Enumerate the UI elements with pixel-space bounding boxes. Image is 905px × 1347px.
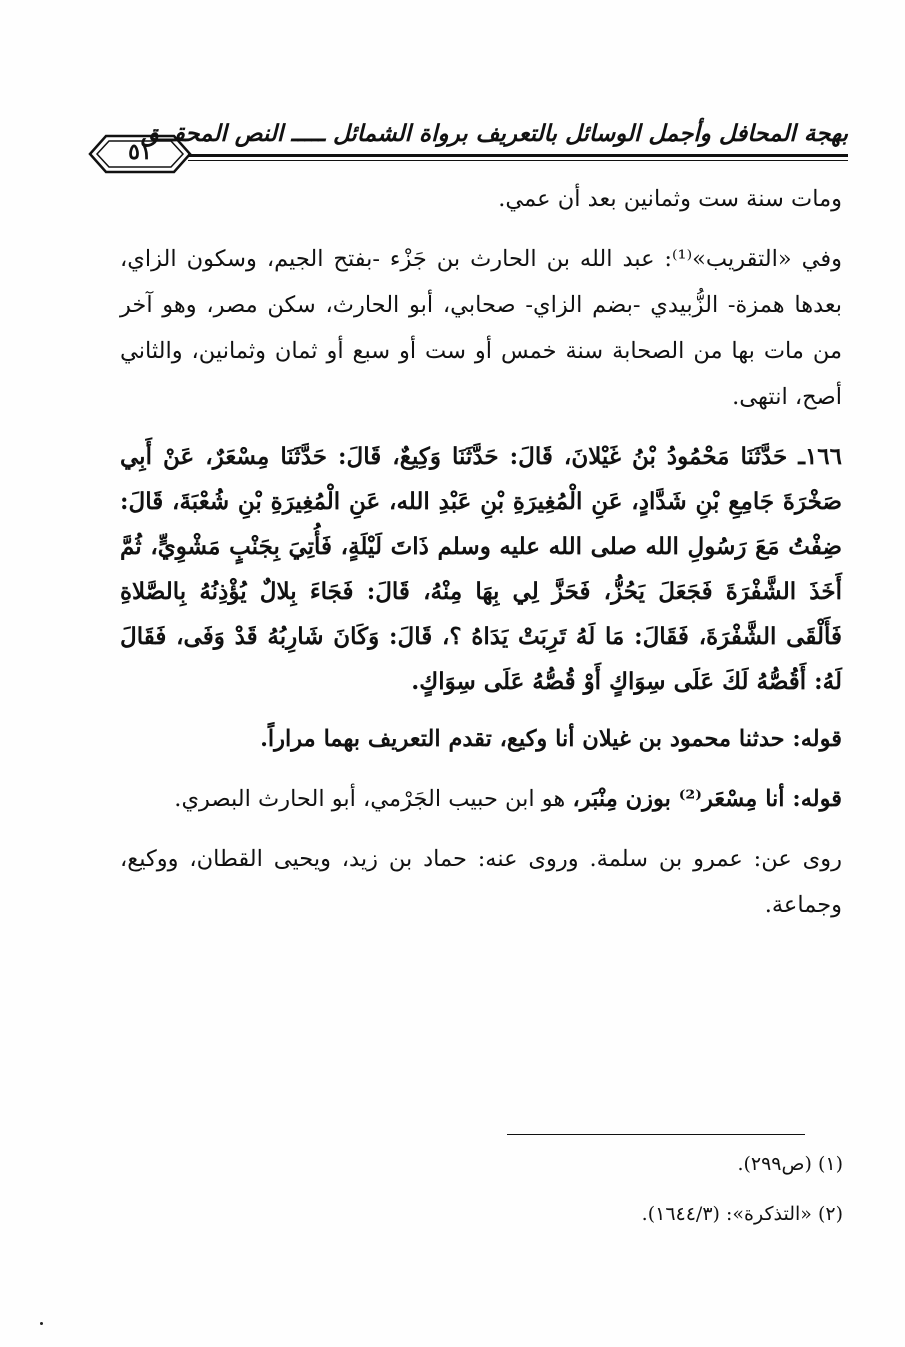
footnotes — [300, 1150, 843, 1250]
footnote-separator — [507, 1134, 805, 1135]
paragraph-death: ومات سنة ست وثمانين بعد أن عمي. — [498, 186, 842, 212]
commentary-heading-1: قوله: حدثنا محمود بن غيلان أنا وكيع، تقدم التعريف بهما مراراً. — [260, 726, 842, 752]
header-rule — [188, 154, 848, 157]
header-rule-thin — [188, 160, 848, 161]
hadith-166: ١٦٦ـ حَدَّثَنَا مَحْمُودُ بْنُ غَيْلانَ، قَالَ: حَدَّثَنَا وَكِيعٌ، قَالَ: حَدَّثَنَا مِسْعَرٌ، عَنْ أَبِي صَخْرَةَ جَامِعِ بْنِ شَدَّادٍ، عَنِ الْمُغِيرَةِ بْنِ عَبْدِ الله، عَنِ الْمُغِيرَةِ بْنِ شُعْبَةَ، قَالَ: ضِفْتُ مَعَ رَسُولِ الله صلى الله عليه وسلم ذَاتَ لَيْلَةٍ، فَأُتِيَ بِجَنْبٍ مَشْوِيٍّ، ثُمَّ أَخَذَ الشَّفْرَةَ فَجَعَلَ يَحُزُّ، فَحَزَّ لِي بِهَا مِنْهُ، قَالَ: فَجَاءَ بِلالٌ يُؤْذِنُهُ بِالصَّلاةِ فَأَلْقَى الشَّفْرَةَ، فَقَالَ: مَا لَهُ تَرِبَتْ يَدَاهُ ؟، قَالَ: وَكَانَ شَارِبُهُ قَدْ وَفَى، فَقَالَ لَهُ: أَقُصُّهُ لَكَ عَلَى سِوَاكٍ أَوْ قُصُّهُ عَلَى سِوَاكٍ. — [120, 443, 842, 695]
commentary-mis-ar — [120, 776, 842, 822]
commentary-label: قوله: أنا مِسْعَر⁽²⁾ بوزن مِنْبَر، — [572, 786, 842, 812]
footnote-1: (١) (ص٢٩٩). — [737, 1153, 843, 1175]
page-number: ٥١ — [128, 139, 152, 165]
main-text — [120, 176, 842, 942]
running-title: بهجة المحافل وأجمل الوسائل بالتعريف برواة الشمائل ـــــ النص المحقــق — [133, 120, 848, 147]
scan-speck — [40, 1322, 43, 1325]
page-number-badge — [88, 132, 192, 176]
footnote-2: (٢) «التذكرة»: (١٦٤٤/٣). — [641, 1203, 843, 1225]
paragraph-taqrib: وفي «التقريب»⁽¹⁾: عبد الله بن الحارث بن جَزْء -بفتح الجيم، وسكون الزاي، بعدها همزة- الزُّبيدي -بضم الزاي- صحابي، أبو الحارث، سكن مصر، وهو آخر من مات بها من الصحابة سنة خمس أو ست أو سبع أو ثمان وثمانين، والثاني أصح، انتهى. — [120, 246, 843, 410]
paragraph-narrators: روى عن: عمرو بن سلمة. وروى عنه: حماد بن زيد، ويحيى القطان، ووكيع، وجماعة. — [120, 846, 842, 918]
commentary-text: هو ابن حبيب الجَرْمي، أبو الحارث البصري. — [174, 786, 573, 812]
